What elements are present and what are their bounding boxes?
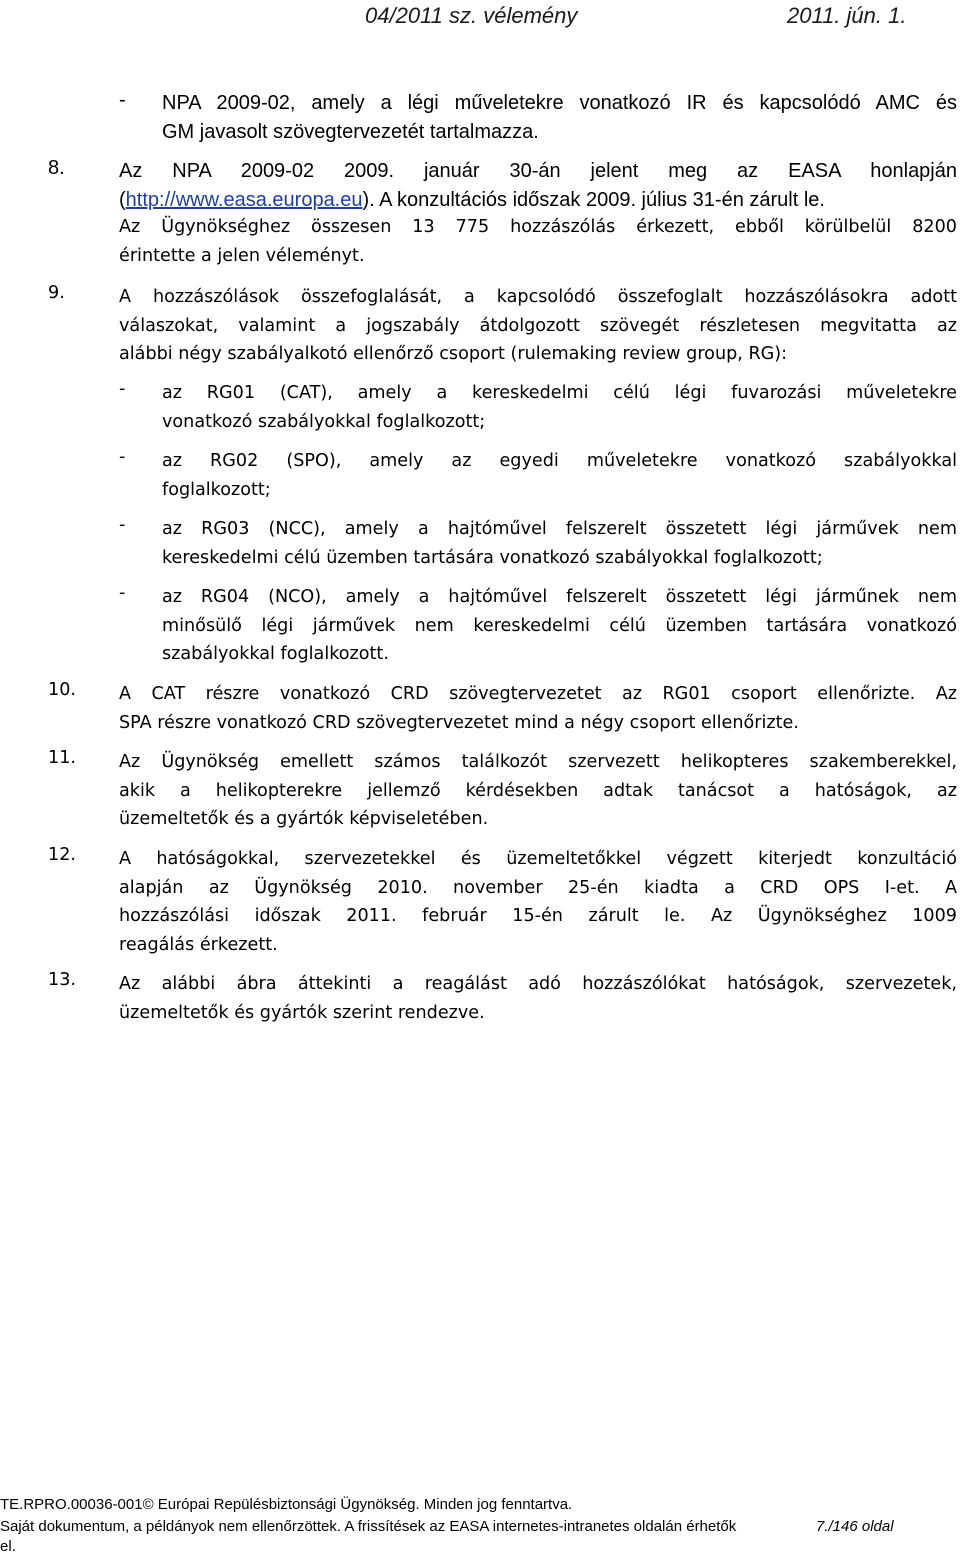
text-line: üzemeltetők és gyártók szerint rendezve.	[119, 1002, 485, 1023]
text-line: válaszokat, valamint a jogszabály átdolgozott szövegét részletesen megvitatta az	[119, 315, 957, 336]
footer-notice-continued: el.	[0, 1538, 16, 1555]
paragraph-text	[119, 157, 957, 214]
text-line: Az alábbi ábra áttekinti a reagálást adó hozzászólókat hatóságok, szervezetek,	[119, 974, 957, 994]
text-line: kereskedelmi célú üzemben tartására vonatkozó szabályokkal foglalkozott;	[162, 547, 823, 568]
bullet-dash: -	[119, 379, 126, 399]
paragraph-text	[119, 970, 957, 1027]
paragraph-number: 10.	[48, 680, 76, 700]
text-line: akik a helikopterekre jellemző kérdésekben adtak tanácsot a hatóságok, az	[119, 780, 957, 801]
list-item-text	[162, 583, 957, 669]
page-header	[0, 0, 960, 32]
list-item-text	[162, 379, 957, 436]
list-item-text	[162, 515, 957, 572]
bullet-dash: -	[119, 89, 126, 111]
page-number: 7./146 oldal	[816, 1518, 894, 1535]
text-line: hozzászólási időszak 2011. február 15-én zárult le. Az Ügynökséghez 1009	[119, 906, 957, 926]
paragraph-number: 8.	[48, 157, 65, 179]
text-line: minősülő légi járművek nem kereskedelmi célú üzemben tartására vonatkozó	[162, 615, 957, 636]
footer-page-number	[816, 1518, 894, 1535]
bullet-dash: -	[119, 447, 126, 467]
text-line: Az Ügynökséghez összesen 13 775 hozzászólás érkezett, ebből körülbelül 8200	[119, 217, 957, 237]
text-line: NPA 2009-02, amely a légi műveletekre vonatkozó IR és kapcsolódó AMC és	[162, 92, 957, 114]
text-line: szabályokkal foglalkozott.	[162, 644, 389, 664]
text-line: A hatóságokkal, szervezetekkel és üzemeltetőkkel végzett kiterjedt konzultáció	[119, 849, 957, 869]
text-line: az RG01 (CAT), amely a kereskedelmi célú légi fuvarozási műveletekre	[162, 383, 957, 403]
paragraph-text	[119, 283, 957, 369]
paragraph-text	[119, 213, 957, 270]
text-line: alábbi négy szabályalkotó ellenőrző csoport (rulemaking review group, RG):	[119, 344, 788, 364]
npa-bullet-text	[162, 89, 957, 146]
text-line: foglalkozott;	[162, 479, 271, 500]
text-line: az RG03 (NCC), amely a hajtóművel felszerelt összetett légi járművek nem	[162, 519, 957, 539]
paragraph-number: 12.	[48, 845, 76, 865]
paragraph-text	[119, 845, 957, 959]
text-line: az RG02 (SPO), amely az egyedi műveletekre vonatkozó szabályokkal	[162, 451, 957, 471]
text-fragment: ). A konzultációs időszak 2009. július 31-én zárult le.	[362, 188, 825, 211]
list-item-text	[162, 447, 957, 504]
text-line: A CAT részre vonatkozó CRD szövegtervezetet az RG01 csoport ellenőrizte. Az	[119, 684, 957, 704]
footer-copyright: TE.RPRO.00036-001© Európai Repülésbiztonsági Ügynökség. Minden jog fenntartva.	[0, 1496, 573, 1513]
paragraph-number: 11.	[48, 748, 76, 768]
text-line: A hozzászólások összefoglalását, a kapcsolódó összefoglalt hozzászólásokra adott	[119, 287, 957, 307]
paragraph-number: 9.	[48, 283, 65, 303]
text-line: Az Ügynökség emellett számos találkozót szervezett helikopteres szakemberekkel,	[119, 752, 957, 772]
text-line	[119, 186, 957, 215]
text-line: érintette a jelen véleményt.	[119, 245, 365, 266]
text-line: üzemeltetők és a gyártók képviseletében.	[119, 809, 489, 829]
text-line: vonatkozó szabályokkal foglalkozott;	[162, 411, 486, 432]
paragraph-text	[119, 748, 957, 834]
bullet-dash: -	[119, 515, 126, 535]
paragraph-text	[119, 680, 957, 737]
header-date: 2011. jún. 1.	[787, 3, 907, 28]
text-line: GM javasolt szövegtervezetét tartalmazza.	[162, 120, 539, 143]
text-line: az RG04 (NCO), amely a hajtóművel felszerelt összetett légi járműnek nem	[162, 587, 957, 607]
text-line: reagálás érkezett.	[119, 934, 278, 955]
paragraph-number: 13.	[48, 970, 76, 990]
bullet-dash: -	[119, 583, 126, 603]
text-fragment: (	[119, 188, 126, 211]
text-line: Az NPA 2009-02 2009. január 30-án jelent meg az EASA honlapján	[119, 160, 957, 182]
header-document-id: 04/2011 sz. vélemény	[365, 3, 578, 28]
easa-website-link[interactable]: http://www.easa.europa.eu	[125, 188, 363, 211]
footer-notice: Saját dokumentum, a példányok nem ellenőrzöttek. A frissítések az EASA internetes-intranetes oldalán érhetők	[0, 1518, 737, 1535]
text-line: alapján az Ügynökség 2010. november 25-én kiadta a CRD OPS I-et. A	[119, 877, 957, 898]
text-line: SPA részre vonatkozó CRD szövegtervezetet mind a négy csoport ellenőrizte.	[119, 712, 799, 733]
